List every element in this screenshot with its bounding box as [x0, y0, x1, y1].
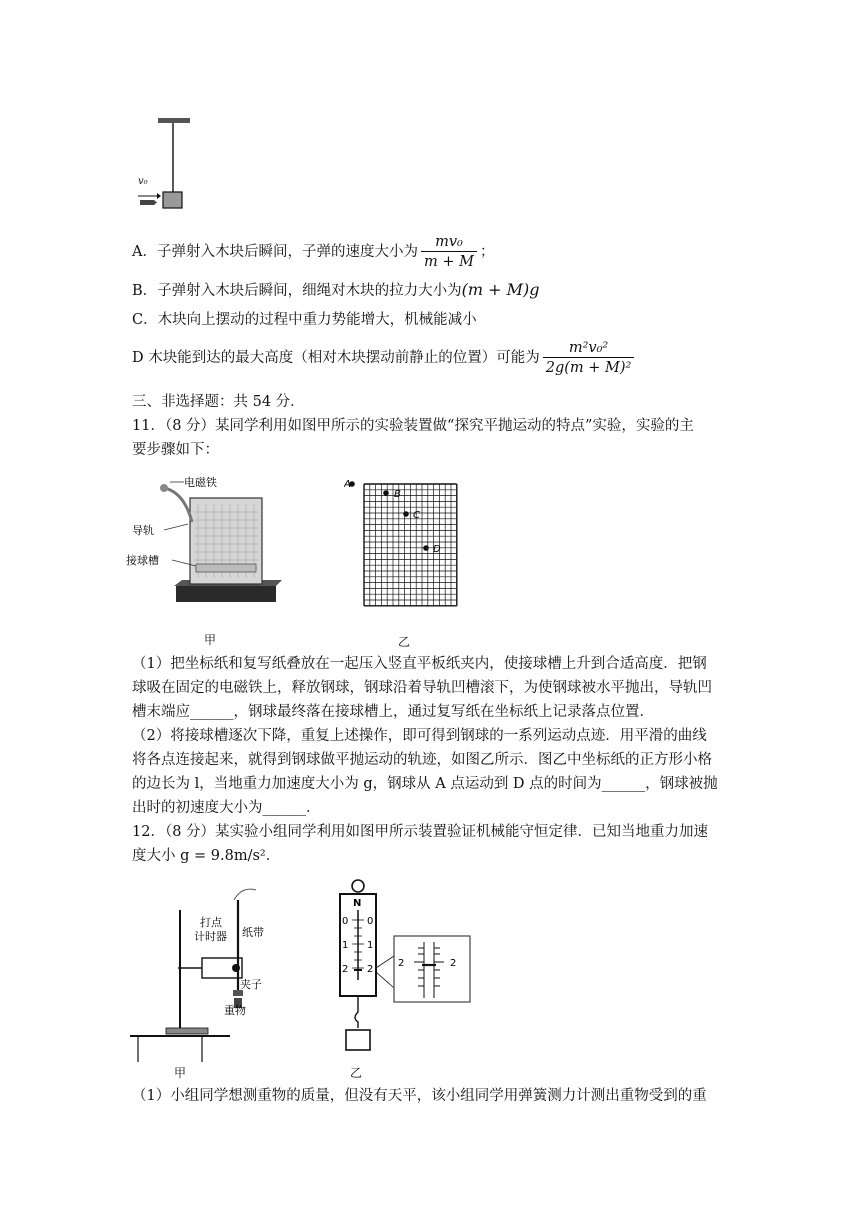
- base-plate: [176, 586, 276, 602]
- stand-base: [166, 1028, 208, 1034]
- q12-apparatus-figure: [130, 880, 280, 1070]
- zoom-box: [394, 936, 470, 1002]
- scale-unit: N: [353, 898, 362, 909]
- option-d-denominator: 2g(m + M)²: [545, 359, 632, 376]
- q11-part2-line3: 的边长为 l，当地重力加速度大小为 g，钢球从 A 点运动到 D 点的时间为______，钢球被抛: [132, 776, 718, 792]
- q11-caption-right: 乙: [398, 635, 411, 649]
- guide-rail: [164, 488, 192, 522]
- option-c: C．木块向上摆动的过程中重力势能增大，机械能减小: [132, 312, 477, 328]
- catch-tray: [196, 564, 256, 572]
- tick-2-right: 2: [367, 964, 374, 975]
- q11-part2-line4: 出时的初速度大小为______．: [132, 800, 321, 816]
- label-timer-1: 打点: [200, 916, 222, 929]
- q11-part1-line2: 球吸在固定的电磁铁上，释放钢球，钢球沿着导轨凹槽滚下，为使钢球被水平抛出，导轨凹: [132, 680, 712, 696]
- tick-0-left: 0: [342, 916, 349, 927]
- label-tape: 纸带: [242, 926, 264, 939]
- label-point-c: C: [413, 510, 420, 521]
- label-catch-tray: 接球槽: [126, 554, 159, 567]
- tick-0-right: 0: [367, 916, 374, 927]
- zoom-leader: [376, 972, 394, 988]
- option-a-end: ；: [479, 244, 495, 260]
- hook-icon: [355, 996, 358, 1028]
- option-b-text: B．子弹射入木块后瞬间，细绳对木块的拉力大小为: [132, 283, 462, 299]
- option-b-expr: (m + M)g: [461, 280, 540, 299]
- label-point-b: B: [394, 489, 401, 500]
- option-a-numerator: mv₀: [421, 233, 477, 252]
- q11-part1-line3: 槽末端应______，钢球最终落在接球槽上，通过复写纸在坐标纸上记录落点位置．: [132, 704, 654, 720]
- q11-grid-figure: [344, 478, 464, 614]
- q11-caption-left: 甲: [204, 633, 217, 647]
- q11-part1-line1: （1）把坐标纸和复写纸叠放在一起压入竖直平板纸夹内，使接球槽上升到合适高度．把钢: [132, 656, 707, 672]
- q11-apparatus-figure: [126, 474, 286, 624]
- bullet-icon: [140, 200, 157, 205]
- scale-ring: [352, 880, 364, 892]
- q11-part2-line1: （2）将接球槽逐次下降，重复上述操作，即可得到钢球的一系列运动点迹．用平滑的曲线: [132, 728, 707, 744]
- label-point-d: D: [433, 544, 441, 555]
- zoom-leader: [376, 956, 394, 968]
- section-3-heading: 三、非选择题：共 54 分．: [132, 394, 305, 410]
- leader-line: [164, 524, 188, 530]
- arrowhead-icon: [157, 193, 161, 199]
- electromagnet-icon: [160, 484, 168, 492]
- option-a: [132, 232, 494, 272]
- q12-caption-right: 乙: [350, 1066, 363, 1080]
- q12-line2: 度大小 g = 9.8m/s²．: [132, 848, 281, 864]
- label-weight: 重物: [224, 1004, 246, 1017]
- ceiling-hatch: [158, 118, 190, 123]
- label-timer-2: 计时器: [194, 930, 227, 943]
- wood-block: [163, 192, 182, 208]
- q12-caption-left: 甲: [174, 1066, 187, 1080]
- q12-line1: 12．（8 分）某实验小组同学利用如图甲所示装置验证机械能守恒定律．已知当地重力加速: [132, 824, 709, 840]
- label-rail: 导轨: [132, 524, 154, 537]
- option-a-denominator: m + M: [423, 253, 474, 270]
- point-c: [403, 511, 409, 517]
- tick-1-right: 1: [367, 940, 374, 951]
- zoom-tick-right: 2: [450, 958, 457, 969]
- option-d-fraction: [543, 339, 635, 378]
- tick-1-left: 1: [342, 940, 349, 951]
- coordinate-grid: [364, 484, 457, 606]
- tick-2-left: 2: [342, 964, 349, 975]
- option-d-text: D 木块能到达的最大高度（相对木块摆动前静止的位置）可能为: [132, 350, 540, 366]
- label-electromagnet: 电磁铁: [184, 476, 217, 489]
- zoom-tick-left: 2: [398, 958, 405, 969]
- option-a-text: A．子弹射入木块后瞬间，子弹的速度大小为: [132, 244, 418, 260]
- option-b: [132, 280, 540, 301]
- hand-icon: [234, 889, 256, 900]
- q11-line1: 11．（8 分）某同学利用如图甲所示的实验装置做“探究平抛运动的特点”实验，实验的主: [132, 418, 694, 434]
- option-d-numerator: m²v₀²: [543, 339, 635, 358]
- v0-label: v₀: [138, 176, 148, 187]
- label-clip: 夹子: [240, 978, 262, 991]
- q11-line2: 要步骤如下：: [132, 442, 219, 458]
- hanging-weight: [346, 1030, 370, 1050]
- q12-spring-scale-figure: [326, 876, 496, 1062]
- pendulum-figure: [130, 112, 200, 216]
- point-d: [423, 545, 429, 551]
- option-d: [132, 336, 637, 380]
- label-point-a: A: [344, 479, 351, 490]
- q11-part2-line2: 将各点连接起来，就得到钢球做平抛运动的轨迹，如图乙所示．图乙中坐标纸的正方形小格: [132, 752, 712, 768]
- point-b: [383, 490, 389, 496]
- option-a-fraction: [421, 233, 477, 272]
- q12-part1: （1）小组同学想测重物的质量，但没有天平，该小组同学用弹簧测力计测出重物受到的重: [132, 1088, 707, 1104]
